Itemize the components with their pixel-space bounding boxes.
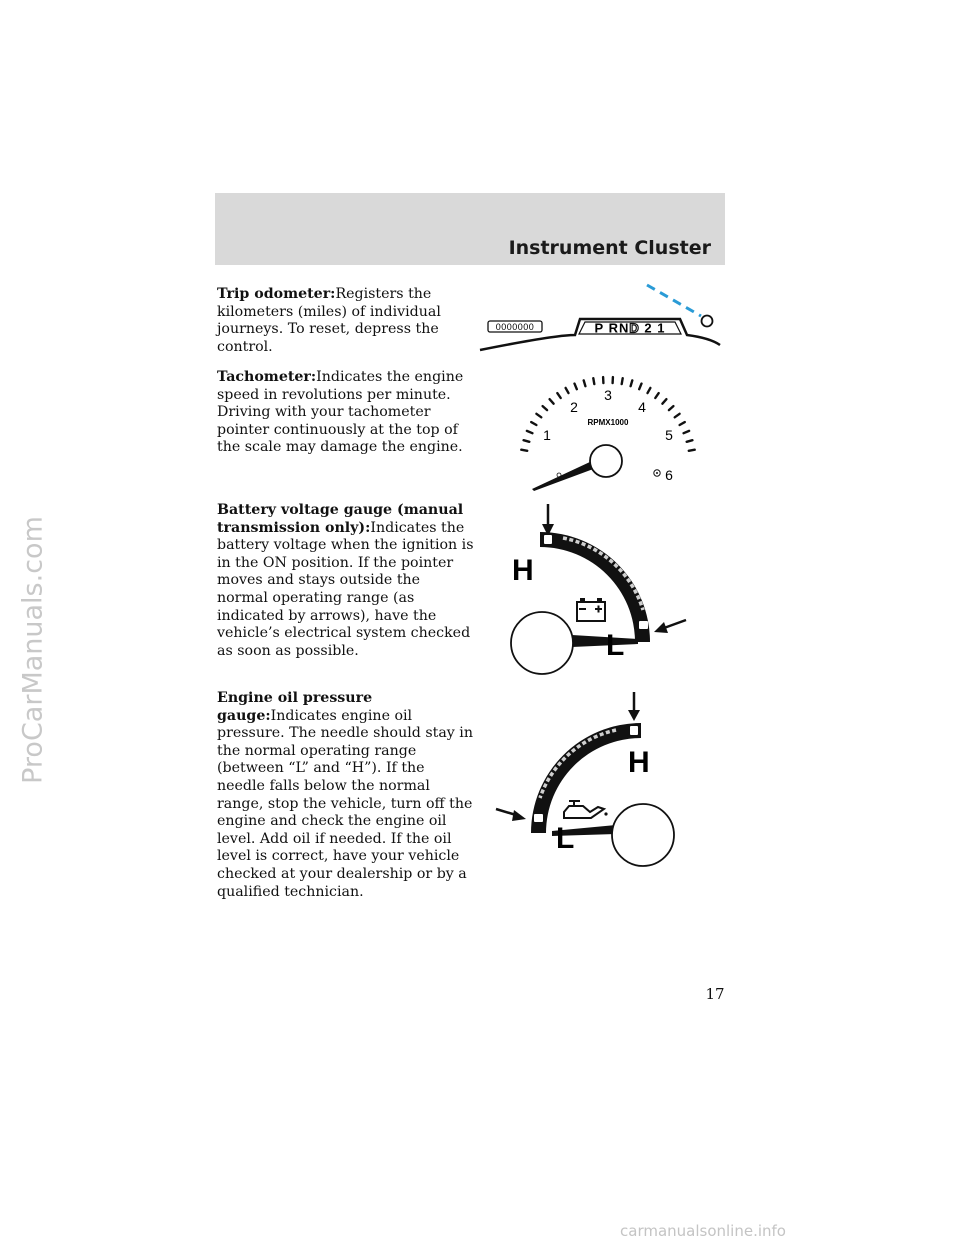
oil-gauge-paragraph <box>217 690 475 901</box>
page-number: 17 <box>705 985 725 1003</box>
reset-pointer-line <box>647 285 701 316</box>
paragraph-term: Tachometer: <box>217 369 317 385</box>
trip-odometer-paragraph <box>217 286 475 356</box>
tach-number-6: 6 <box>665 467 673 483</box>
tach-tick <box>566 388 569 393</box>
oil-can-icon <box>564 801 608 818</box>
tach-tick <box>527 431 533 433</box>
trip-odometer-figure <box>475 275 725 355</box>
tach-tick <box>655 393 658 398</box>
tach-tick <box>622 378 623 384</box>
tachometer-figure <box>510 365 700 490</box>
battery-low-label: L <box>606 629 625 662</box>
tach-tick <box>531 422 536 425</box>
reset-control-knob <box>702 316 713 327</box>
paragraph-body: Indicates the engine speed in revolutions per minute. Driving with your tachometer pointer continuously at the top of the scale may damage the engine. <box>217 369 464 456</box>
oil-gauge-hub <box>612 804 674 866</box>
paragraph-body: Indicates engine oil pressure. The needle should stay in the normal operating range (between “L” and “H”). If the needle falls below the normal range, stop the vehicle, turn off the engine and check the engine oil level. Add oil if needed. If the oil level is correct, have your vehicle checked at your dealership or by a qualified technician. <box>217 707 473 900</box>
lower-range-marker <box>639 621 648 629</box>
tach-tick <box>687 440 693 442</box>
lower-limit-arrow <box>654 622 668 633</box>
side-watermark: ProCarManuals.com <box>17 516 49 784</box>
oil-upper-arrow <box>628 710 640 721</box>
battery-high-label: H <box>512 554 534 587</box>
paragraph-term: Engine oil pressure gauge: <box>217 690 373 724</box>
odometer-digits: 0000000 <box>495 322 535 332</box>
tachometer-paragraph <box>217 369 475 457</box>
battery-gauge-figure <box>498 500 698 680</box>
section-title: Instrument Cluster <box>508 237 711 259</box>
section-header-bar <box>215 193 725 265</box>
battery-gauge-hub <box>511 612 573 674</box>
upper-range-marker <box>544 535 552 544</box>
tach-tick <box>584 380 586 386</box>
tach-number-4: 4 <box>638 399 646 415</box>
tach-tick <box>648 388 651 393</box>
oil-gauge-figure <box>494 688 694 878</box>
tach-tick <box>524 440 530 442</box>
tach-tick <box>684 431 690 433</box>
tach-tick <box>557 393 560 398</box>
tach-tick <box>575 384 577 390</box>
tach-tick <box>689 450 695 451</box>
oil-lower-range-marker <box>534 814 543 822</box>
battery-icon <box>577 598 605 621</box>
oil-low-label: L <box>556 822 575 855</box>
tach-number-3: 3 <box>604 387 612 403</box>
paragraph-body: Indicates the battery voltage when the ignition is in the ON position. If the pointer moves and stays outside the normal operating range (as indicated by arrows), have the vehicle’s electrical system checked as soon as possible. <box>217 519 474 659</box>
tach-tick <box>669 406 674 410</box>
battery-gauge-paragraph <box>217 502 475 660</box>
paragraph-term: Battery voltage gauge (manual transmission only): <box>217 502 464 536</box>
tach-tick <box>639 384 641 390</box>
tach-tick <box>680 422 685 425</box>
rpm-unit-label: RPMX1000 <box>587 418 629 427</box>
tach-tick <box>521 450 527 451</box>
shift-symbol-icon <box>654 470 660 476</box>
oil-upper-range-marker <box>630 726 638 735</box>
oil-lower-arrow <box>512 810 526 821</box>
tach-tick <box>675 414 680 418</box>
lower-limit-arrow-shaft <box>664 620 686 628</box>
tach-tick <box>536 414 541 418</box>
tach-number-1: 1 <box>543 427 551 443</box>
tach-number-5: 5 <box>665 427 673 443</box>
tachometer-hub <box>590 445 622 477</box>
tach-tick <box>662 399 666 404</box>
oil-high-label: H <box>628 746 650 779</box>
tach-tick <box>550 399 554 404</box>
tach-tick <box>593 378 594 384</box>
oil-lower-arrow-shaft <box>496 809 516 815</box>
tach-number-2: 2 <box>570 399 578 415</box>
paragraph-body: Registers the kilometers (miles) of individual journeys. To reset, depress the control. <box>217 286 441 355</box>
tach-tick <box>631 380 633 386</box>
tachometer-needle <box>532 461 596 491</box>
gear-indicator: P RND 2 1 <box>594 320 666 336</box>
needle-rivet-icon <box>557 473 561 477</box>
paragraph-term: Trip odometer: <box>217 286 336 302</box>
tach-tick <box>543 406 548 410</box>
battery-gauge-needle <box>572 635 638 647</box>
footer-watermark: carmanualsonline.info <box>620 1222 786 1240</box>
